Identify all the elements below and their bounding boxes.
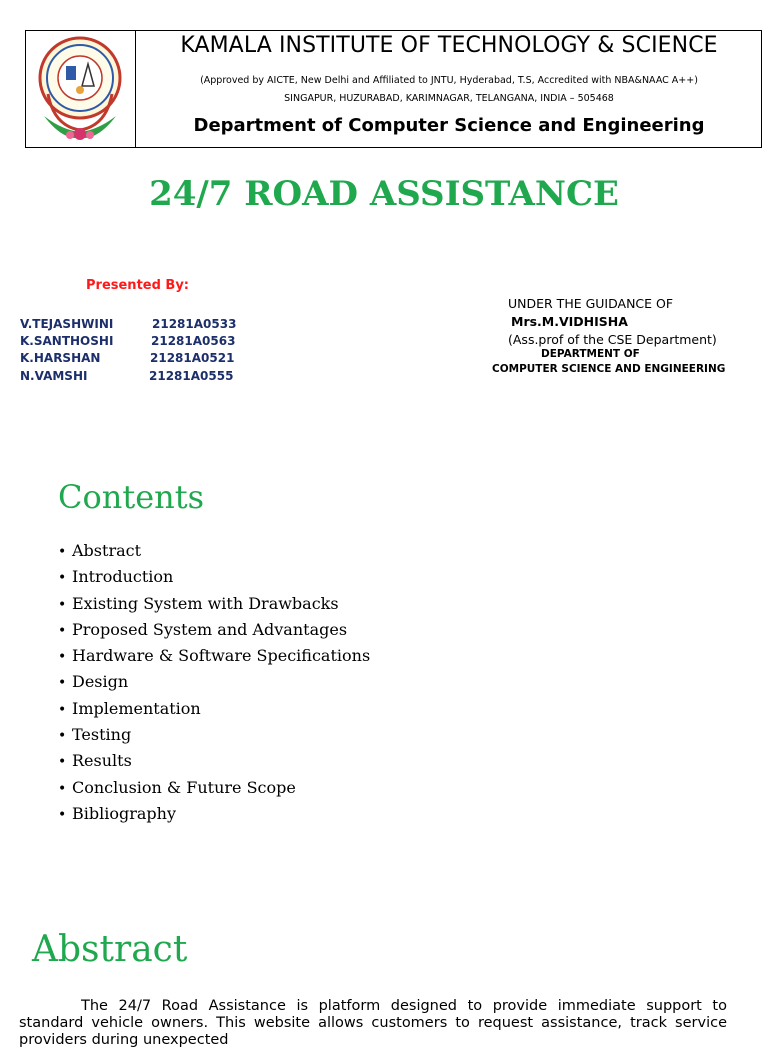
student-roll: 21281A0563 (151, 334, 236, 348)
logo-cell (26, 31, 136, 147)
contents-item-label: Proposed System and Advantages (72, 619, 348, 639)
student-name: K.SANTHOSHI (20, 334, 114, 348)
contents-item (58, 803, 370, 829)
contents-item (58, 750, 370, 776)
guide-department-line2: COMPUTER SCIENCE AND ENGINEERING (492, 363, 726, 375)
contents-heading: Contents (58, 478, 205, 516)
contents-list (58, 540, 370, 829)
abstract-paragraph: The 24/7 Road Assistance is platform designed to provide immediate support to standard vehicle owners. This website allows customers to request assistance, track service providers during unexpected (19, 998, 727, 1048)
guide-department-line1: DEPARTMENT OF (541, 348, 640, 360)
bullet-icon: • (58, 544, 67, 560)
contents-item-label: Testing (72, 725, 132, 745)
student-row (20, 317, 237, 331)
approval-line: (Approved by AICTE, New Delhi and Affiliated to JNTU, Hyderabad, T.S, Accredited with NBA&NAAC A++) (200, 75, 698, 86)
bullet-icon: • (58, 570, 67, 587)
guide-designation: (Ass.prof of the CSE Department) (508, 332, 717, 347)
contents-item (58, 540, 370, 566)
abstract-heading: Abstract (32, 929, 188, 970)
guidance-label: UNDER THE GUIDANCE OF (508, 296, 674, 311)
contents-item-label: Design (72, 672, 129, 692)
contents-item (58, 777, 370, 803)
contents-item-label: Hardware & Software Specifications (72, 646, 371, 666)
contents-item-label: Abstract (72, 541, 142, 560)
contents-item (58, 566, 370, 592)
contents-item-label: Results (72, 751, 132, 771)
student-row (20, 351, 235, 365)
bullet-icon: • (58, 622, 67, 639)
contents-item-label: Implementation (72, 698, 201, 718)
contents-item (58, 619, 370, 645)
student-row (20, 369, 234, 383)
bullet-icon: • (58, 780, 67, 797)
institute-seal-icon (34, 34, 126, 144)
student-name: V.TEJASHWINI (20, 317, 114, 331)
student-roll: 21281A0521 (150, 351, 235, 365)
institute-name: KAMALA INSTITUTE OF TECHNOLOGY & SCIENCE (180, 33, 718, 58)
contents-item (58, 698, 370, 724)
bullet-icon: • (58, 701, 67, 718)
guide-name: Mrs.M.VIDHISHA (511, 314, 628, 329)
bullet-icon: • (58, 596, 67, 613)
bullet-icon: • (58, 754, 67, 771)
student-row (20, 334, 236, 348)
student-name: N.VAMSHI (20, 369, 88, 383)
contents-item (58, 593, 370, 619)
contents-item (58, 645, 370, 671)
contents-item-label: Existing System with Drawbacks (72, 593, 339, 613)
contents-item (58, 671, 370, 697)
presented-by-label: Presented By: (86, 278, 190, 293)
department-name: Department of Computer Science and Engineering (193, 115, 705, 136)
address-line: SINGAPUR, HUZURABAD, KARIMNAGAR, TELANGANA, INDIA – 505468 (284, 93, 614, 104)
contents-item (58, 724, 370, 750)
student-roll: 21281A0533 (152, 317, 237, 331)
student-roll: 21281A0555 (149, 369, 234, 383)
bullet-icon: • (58, 675, 67, 692)
project-title: 24/7 ROAD ASSISTANCE (149, 174, 619, 214)
bullet-icon: • (58, 806, 67, 823)
student-name: K.HARSHAN (20, 351, 101, 365)
contents-item-label: Introduction (72, 567, 174, 587)
bullet-icon: • (58, 728, 67, 745)
contents-item-label: Bibliography (72, 803, 176, 823)
bullet-icon: • (58, 649, 67, 666)
institute-header (25, 30, 762, 148)
contents-item-label: Conclusion & Future Scope (72, 777, 296, 797)
